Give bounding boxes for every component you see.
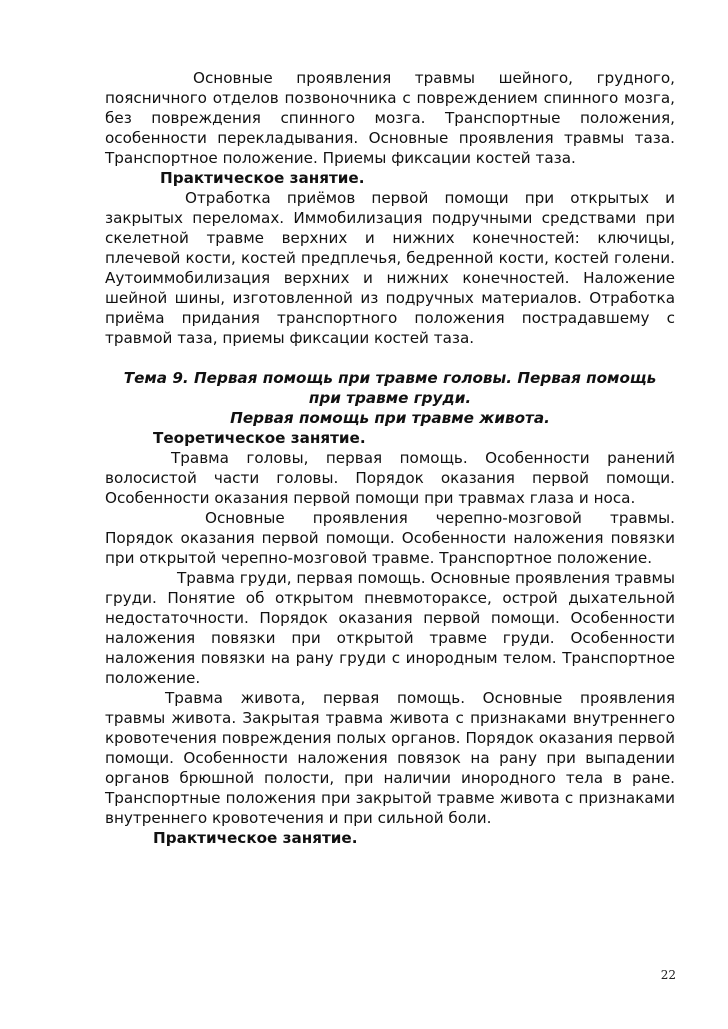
- paragraph-spine-pelvis-injury: Основные проявления травмы шейного, грудного, поясничного отделов позвоночника с повреждением спинного мозга, без повреждения спинного мозга. Транспортные положения, особенности перекладывания. Основные проявления травмы таза. Транспортное положение. Приемы фиксации костей таза.: [105, 69, 675, 167]
- page-number: 22: [660, 968, 676, 982]
- paragraph-head-injury: Травма головы, первая помощь. Особенности ранений волосистой части головы. Порядок оказания первой помощи. Особенности оказания первой помощи при травмах глаза и носа.: [105, 449, 675, 507]
- document-page: [105, 68, 675, 848]
- paragraph-abdomen-injury: Травма живота, первая помощь. Основные проявления травмы живота. Закрытая травма живота с признаками внутреннего кровотечения повреждения полых органов. Порядок оказания первой помощи. Особенности наложения повязок на рану при выпадении органов брюшной полости, при наличии инородного тела в ране. Транспортные положения при закрытой травме живота с признаками внутреннего кровотечения и при сильной боли.: [105, 689, 675, 827]
- topic-9-subtitle: Первая помощь при травме живота.: [230, 409, 550, 427]
- practical-session-heading: Практическое занятие.: [160, 169, 365, 187]
- paragraph-chest-injury: Травма груди, первая помощь. Основные проявления травмы груди. Понятие об открытом пневмотораксе, острой дыхательной недостаточности. Порядок оказания первой помощи. Особенности наложения повязки при открытой травме груди. Особенности наложения повязки на рану груди с инородным телом. Транспортное положение.: [105, 569, 675, 687]
- topic-9-title: Тема 9. Первая помощь при травме головы. Первая помощь при травме груди.: [123, 369, 657, 407]
- practical-session-heading-2: Практическое занятие.: [153, 829, 358, 847]
- paragraph-brain-injury: Основные проявления черепно-мозговой травмы. Порядок оказания первой помощи. Особенности наложения повязки при открытой черепно-мозговой травме. Транспортное положение.: [105, 509, 675, 567]
- theory-session-heading: Теоретическое занятие.: [153, 429, 366, 447]
- section-gap: [105, 348, 675, 368]
- paragraph-fracture-practice: Отработка приёмов первой помощи при открытых и закрытых переломах. Иммобилизация подручными средствами при скелетной травме верхних и нижних конечностей: ключицы, плечевой кости, костей предплечья, бедренной кости, костей голени. Аутоиммобилизация верхних и нижних конечностей. Наложение шейной шины, изготовленной из подручных материалов. Отработка приёма придания транспортного положения пострадавшему с травмой таза, приемы фиксации костей таза.: [105, 189, 675, 347]
